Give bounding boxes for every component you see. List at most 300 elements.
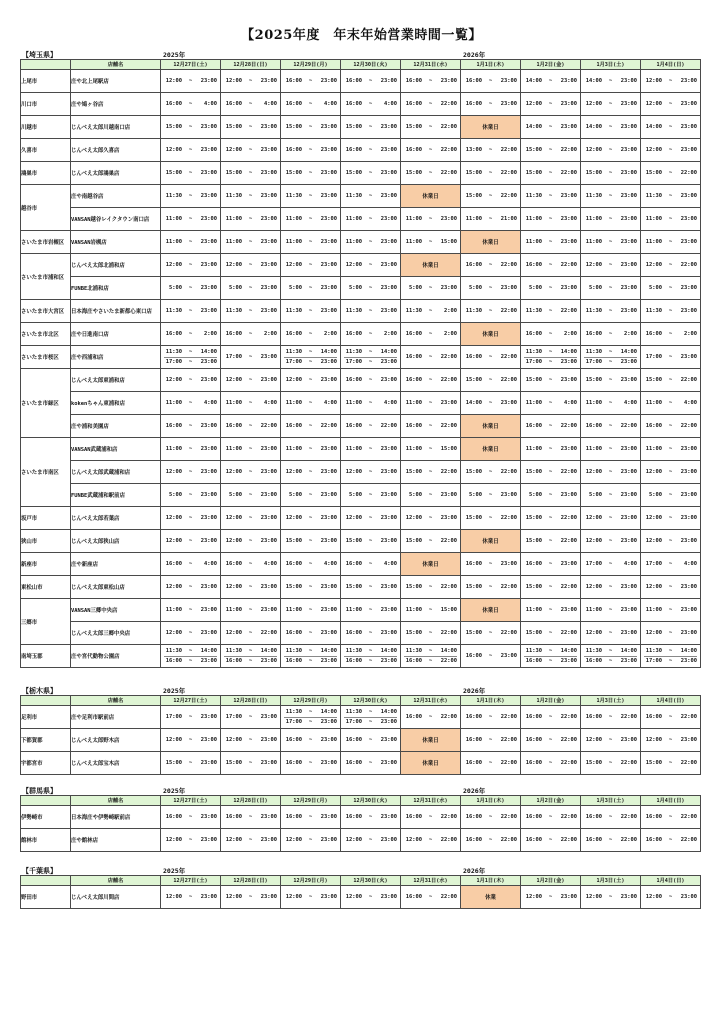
hours-range: [641, 116, 700, 138]
open-time: 11:30: [165, 648, 182, 654]
hours-range: [401, 484, 460, 506]
open-time: 5:00: [349, 492, 362, 498]
tilde-separator: ~: [488, 714, 493, 720]
page-title: 【2025年度 年末年始営業時間一覧】: [241, 28, 482, 43]
hours-cell: [401, 162, 461, 185]
hours-cell: [281, 829, 341, 852]
close-time: 23:00: [260, 658, 277, 664]
tilde-separator: ~: [548, 239, 553, 245]
area-cell: 坂戸市: [21, 507, 71, 530]
close-time: 2:00: [444, 308, 457, 314]
tilde-separator: ~: [548, 446, 553, 452]
close-time: 22:00: [500, 308, 517, 314]
close-time: 23:00: [620, 538, 637, 544]
hours-cell: [581, 599, 641, 622]
close-time: 14:00: [440, 648, 457, 654]
store-name: じんべえ太郎狭山店: [71, 530, 161, 553]
close-time: 23:00: [380, 446, 397, 452]
hours-cell: [161, 346, 221, 369]
hours-range: [341, 438, 400, 460]
store-name: じんべえ太郎三郷中央店: [71, 622, 161, 645]
tilde-separator: ~: [248, 607, 253, 613]
open-time: 12:00: [645, 538, 662, 544]
day-header: 12月28日(日): [221, 876, 281, 886]
hours-range: [161, 323, 220, 345]
open-time: 5:00: [469, 492, 482, 498]
hours-cell: [281, 346, 341, 369]
hours-cell: [401, 346, 461, 369]
hours-line: [404, 656, 457, 666]
close-time: 23:00: [200, 658, 217, 664]
open-time: 16:00: [465, 78, 482, 84]
tilde-separator: ~: [428, 78, 433, 84]
day-header: 12月30日(火): [341, 60, 401, 70]
hours-cell: [641, 346, 701, 369]
open-time: 12:00: [225, 377, 242, 383]
tilde-separator: ~: [308, 561, 313, 567]
hours-cell: [221, 484, 281, 507]
day-header: 12月29日(月): [281, 696, 341, 706]
hours-range: [461, 553, 520, 575]
open-time: 16:00: [585, 837, 602, 843]
tilde-separator: ~: [608, 285, 613, 291]
close-time: 2:00: [384, 331, 397, 337]
close-time: 4:00: [324, 561, 337, 567]
close-time: 23:00: [200, 814, 217, 820]
tilde-separator: ~: [488, 285, 493, 291]
open-time: 15:00: [345, 584, 362, 590]
open-time: 15:00: [165, 124, 182, 130]
close-time: 23:00: [320, 469, 337, 475]
close-time: 23:00: [680, 630, 697, 636]
hours-cell: [461, 752, 521, 775]
hours-line: [524, 357, 577, 367]
open-time: 17:00: [285, 719, 302, 725]
store-name: FUNBE北浦和店: [71, 277, 161, 300]
close-time: 23:00: [500, 78, 517, 84]
tilde-separator: ~: [368, 737, 373, 743]
tilde-separator: ~: [488, 584, 493, 590]
hours-range: [281, 886, 340, 908]
hours-cell: [221, 706, 281, 729]
close-time: 2:00: [204, 331, 217, 337]
hours-cell: [281, 576, 341, 599]
store-row: [21, 346, 701, 369]
tilde-separator: ~: [368, 262, 373, 268]
close-time: 22:00: [560, 814, 577, 820]
hours-range: [221, 116, 280, 138]
hours-range: [341, 93, 400, 115]
open-time: 12:00: [645, 630, 662, 636]
open-time: 17:00: [585, 561, 602, 567]
hours-line: [164, 656, 217, 666]
open-time: 12:00: [645, 78, 662, 84]
hours-cell: [221, 346, 281, 369]
tilde-separator: ~: [608, 170, 613, 176]
store-name: じんべえ太郎若葉店: [71, 507, 161, 530]
hours-range: [461, 752, 520, 774]
open-time: 15:00: [405, 584, 422, 590]
hours-cell: [161, 93, 221, 116]
tilde-separator: ~: [428, 423, 433, 429]
tilde-separator: ~: [548, 285, 553, 291]
close-time: 4:00: [324, 400, 337, 406]
open-time: 5:00: [289, 492, 302, 498]
day-header: 1月2日(金): [521, 60, 581, 70]
hours-range: [161, 553, 220, 575]
hours-range: [521, 553, 580, 575]
close-time: 23:00: [500, 653, 517, 659]
hours-cell: [221, 93, 281, 116]
hours-cell: [581, 645, 641, 668]
open-time: 11:00: [645, 239, 662, 245]
open-time: 11:00: [285, 239, 302, 245]
hours-cell: [221, 277, 281, 300]
hours-range: [521, 93, 580, 115]
hours-cell: [281, 208, 341, 231]
hours-cell: [521, 645, 581, 668]
hours-cell: [341, 415, 401, 438]
store-name: じんべえ太郎宝木店: [71, 752, 161, 775]
hours-cell: [581, 576, 641, 599]
store-row: [21, 438, 701, 461]
close-time: 14:00: [200, 648, 217, 654]
hours-cell: [221, 553, 281, 576]
tilde-separator: ~: [248, 515, 253, 521]
hours-range: [401, 139, 460, 161]
store-row: [21, 208, 701, 231]
store-name: 庄や日進南口店: [71, 323, 161, 346]
close-time: 14:00: [680, 648, 697, 654]
tilde-separator: ~: [548, 193, 553, 199]
hours-cell: [341, 622, 401, 645]
open-time: 16:00: [345, 630, 362, 636]
area-cell: 越谷市: [21, 185, 71, 231]
close-time: 4:00: [204, 101, 217, 107]
split-hours: [281, 645, 340, 667]
year-label-2026: 2026年: [463, 787, 486, 795]
close-time: 23:00: [440, 515, 457, 521]
hours-table: [20, 795, 701, 852]
open-time: 12:00: [345, 469, 362, 475]
hours-range: [461, 645, 520, 667]
close-time: 23:00: [200, 239, 217, 245]
hours-cell: [641, 599, 701, 622]
open-time: 16:00: [345, 101, 362, 107]
open-time: 16:00: [405, 814, 422, 820]
hours-range: [161, 139, 220, 161]
day-header: 1月2日(金): [521, 796, 581, 806]
close-time: 4:00: [204, 400, 217, 406]
hours-range: [401, 706, 460, 728]
close-time: 22:00: [560, 630, 577, 636]
hours-cell: [521, 507, 581, 530]
hours-range: [341, 599, 400, 621]
store-name: じんべえ太郎川間店: [71, 886, 161, 909]
hours-range: [641, 415, 700, 437]
hours-cell: [521, 323, 581, 346]
hours-cell: [281, 277, 341, 300]
hours-range: [641, 530, 700, 552]
hours-cell: [341, 346, 401, 369]
closed-day-cell: 休業日: [461, 530, 521, 553]
close-time: 22:00: [620, 814, 637, 820]
hours-cell: [221, 185, 281, 208]
tilde-separator: ~: [308, 515, 313, 521]
tilde-separator: ~: [488, 78, 493, 84]
hours-cell: [521, 93, 581, 116]
hours-cell: [581, 706, 641, 729]
hours-range: [581, 116, 640, 138]
hours-cell: [461, 706, 521, 729]
hours-line: [524, 656, 577, 666]
close-time: 23:00: [380, 492, 397, 498]
tilde-separator: ~: [248, 262, 253, 268]
tilde-separator: ~: [608, 262, 613, 268]
open-time: 15:00: [525, 147, 542, 153]
hours-cell: [401, 461, 461, 484]
hours-cell: [641, 886, 701, 909]
tilde-separator: ~: [248, 714, 253, 720]
tilde-separator: ~: [308, 239, 313, 245]
hours-range: [161, 185, 220, 207]
year-label-2025: 2025年: [163, 687, 186, 695]
hours-cell: [221, 139, 281, 162]
hours-line: [164, 357, 217, 367]
tilde-separator: ~: [188, 538, 193, 544]
tilde-separator: ~: [548, 584, 553, 590]
hours-range: [641, 622, 700, 644]
hours-cell: [341, 553, 401, 576]
day-header: 1月4日(日): [641, 60, 701, 70]
close-time: 23:00: [560, 239, 577, 245]
open-time: 12:00: [585, 894, 602, 900]
tilde-separator: ~: [608, 515, 613, 521]
tilde-separator: ~: [668, 193, 673, 199]
hours-cell: [281, 323, 341, 346]
close-time: 22:00: [440, 354, 457, 360]
tilde-separator: ~: [548, 469, 553, 475]
area-cell: 上尾市: [21, 70, 71, 93]
hours-cell: [461, 277, 521, 300]
hours-range: [581, 507, 640, 529]
header-row: [21, 796, 701, 806]
hours-range: [521, 576, 580, 598]
close-time: 23:00: [200, 760, 217, 766]
close-time: 23:00: [200, 492, 217, 498]
open-time: 15:00: [585, 170, 602, 176]
close-time: 22:00: [680, 262, 697, 268]
close-time: 23:00: [560, 377, 577, 383]
open-time: 12:00: [585, 538, 602, 544]
hours-cell: [281, 886, 341, 909]
close-time: 14:00: [380, 648, 397, 654]
close-time: 23:00: [200, 837, 217, 843]
open-time: 16:00: [285, 658, 302, 664]
hours-range: [461, 208, 520, 230]
hours-cell: [281, 139, 341, 162]
store-row: [21, 484, 701, 507]
open-time: 16:00: [525, 561, 542, 567]
hours-range: [161, 70, 220, 92]
hours-line: [284, 708, 337, 717]
tilde-separator: ~: [308, 469, 313, 475]
store-name: kokenちゃん東浦和店: [71, 392, 161, 415]
close-time: 4:00: [384, 400, 397, 406]
close-time: 23:00: [620, 894, 637, 900]
open-time: 15:00: [645, 170, 662, 176]
tilde-separator: ~: [308, 607, 313, 613]
tilde-separator: ~: [368, 308, 373, 314]
hours-cell: [401, 231, 461, 254]
tilde-separator: ~: [548, 331, 553, 337]
open-time: 15:00: [525, 515, 542, 521]
hours-cell: [161, 645, 221, 668]
hours-cell: [581, 323, 641, 346]
tilde-separator: ~: [248, 354, 253, 360]
hours-range: [521, 70, 580, 92]
tilde-separator: ~: [608, 561, 613, 567]
hours-range: [521, 323, 580, 345]
open-time: 17:00: [225, 714, 242, 720]
tilde-separator: ~: [548, 837, 553, 843]
hours-cell: [521, 599, 581, 622]
hours-range: [281, 599, 340, 621]
hours-range: [341, 484, 400, 506]
open-time: 16:00: [165, 814, 182, 820]
open-time: 14:00: [585, 124, 602, 130]
tilde-separator: ~: [488, 170, 493, 176]
open-time: 16:00: [465, 737, 482, 743]
open-time: 11:00: [225, 400, 242, 406]
hours-cell: [341, 576, 401, 599]
open-time: 16:00: [525, 714, 542, 720]
hours-range: [221, 369, 280, 391]
hours-cell: [161, 829, 221, 852]
open-time: 16:00: [405, 894, 422, 900]
tilde-separator: ~: [608, 331, 613, 337]
open-time: 12:00: [285, 262, 302, 268]
close-time: 23:00: [680, 492, 697, 498]
area-cell: 川越市: [21, 116, 71, 139]
open-time: 17:00: [645, 354, 662, 360]
tilde-separator: ~: [248, 377, 253, 383]
store-name: じんべえ太郎野木店: [71, 729, 161, 752]
closed-day-cell: 休業: [461, 886, 521, 909]
close-time: 4:00: [624, 561, 637, 567]
area-cell: 下都賀郡: [21, 729, 71, 752]
hours-cell: [641, 415, 701, 438]
area-cell: さいたま市桜区: [21, 346, 71, 369]
tilde-separator: ~: [188, 760, 193, 766]
close-time: 22:00: [440, 377, 457, 383]
open-time: 13:00: [465, 147, 482, 153]
hours-cell: [221, 576, 281, 599]
hours-cell: [161, 507, 221, 530]
hours-line: [164, 348, 217, 357]
hours-cell: [581, 438, 641, 461]
hours-range: [341, 622, 400, 644]
tilde-separator: ~: [428, 377, 433, 383]
open-time: 11:30: [585, 349, 602, 355]
area-cell: さいたま市南区: [21, 438, 71, 507]
hours-cell: [221, 886, 281, 909]
area-cell: 伊勢崎市: [21, 806, 71, 829]
close-time: 4:00: [384, 101, 397, 107]
close-time: 23:00: [620, 285, 637, 291]
close-time: 23:00: [320, 216, 337, 222]
hours-line: [284, 647, 337, 656]
closed-day-cell: 休業日: [401, 553, 461, 576]
hours-range: [161, 300, 220, 322]
hours-cell: [641, 553, 701, 576]
hours-cell: [281, 116, 341, 139]
close-time: 23:00: [560, 561, 577, 567]
close-time: 22:00: [680, 714, 697, 720]
hours-cell: [461, 139, 521, 162]
close-time: 23:00: [380, 377, 397, 383]
hours-range: [641, 139, 700, 161]
tilde-separator: ~: [308, 377, 313, 383]
open-time: 11:30: [225, 193, 242, 199]
tilde-separator: ~: [248, 216, 253, 222]
hours-range: [221, 346, 280, 368]
close-time: 23:00: [500, 561, 517, 567]
open-time: 15:00: [225, 760, 242, 766]
hours-cell: [521, 208, 581, 231]
close-time: 23:00: [200, 630, 217, 636]
close-time: 22:00: [500, 377, 517, 383]
open-time: 12:00: [645, 737, 662, 743]
close-time: 23:00: [380, 719, 397, 725]
tilde-separator: ~: [188, 308, 193, 314]
store-header: 店舗名: [71, 60, 161, 70]
store-row: [21, 139, 701, 162]
hours-range: [401, 530, 460, 552]
close-time: 14:00: [380, 349, 397, 355]
hours-range: [581, 553, 640, 575]
hours-cell: [581, 254, 641, 277]
hours-line: [644, 647, 697, 656]
close-time: 22:00: [680, 814, 697, 820]
hours-range: [161, 886, 220, 908]
hours-range: [581, 300, 640, 322]
tilde-separator: ~: [368, 469, 373, 475]
close-time: 22:00: [500, 714, 517, 720]
hours-line: [524, 647, 577, 656]
header-row: [21, 696, 701, 706]
area-cell: 南埼玉郡: [21, 645, 71, 668]
close-time: 23:00: [320, 584, 337, 590]
store-row: [21, 93, 701, 116]
hours-cell: [341, 185, 401, 208]
hours-range: [281, 231, 340, 253]
hours-cell: [401, 706, 461, 729]
hours-range: [641, 553, 700, 575]
tilde-separator: ~: [608, 308, 613, 314]
tilde-separator: ~: [548, 170, 553, 176]
close-time: 23:00: [320, 262, 337, 268]
tilde-separator: ~: [368, 709, 373, 715]
area-header: [21, 796, 71, 806]
open-time: 11:00: [345, 216, 362, 222]
close-time: 23:00: [260, 538, 277, 544]
day-header: 12月28日(日): [221, 60, 281, 70]
hours-range: [281, 93, 340, 115]
open-time: 15:00: [405, 630, 422, 636]
store-name: じんべえ太郎武蔵浦和店: [71, 461, 161, 484]
close-time: 14:00: [260, 648, 277, 654]
